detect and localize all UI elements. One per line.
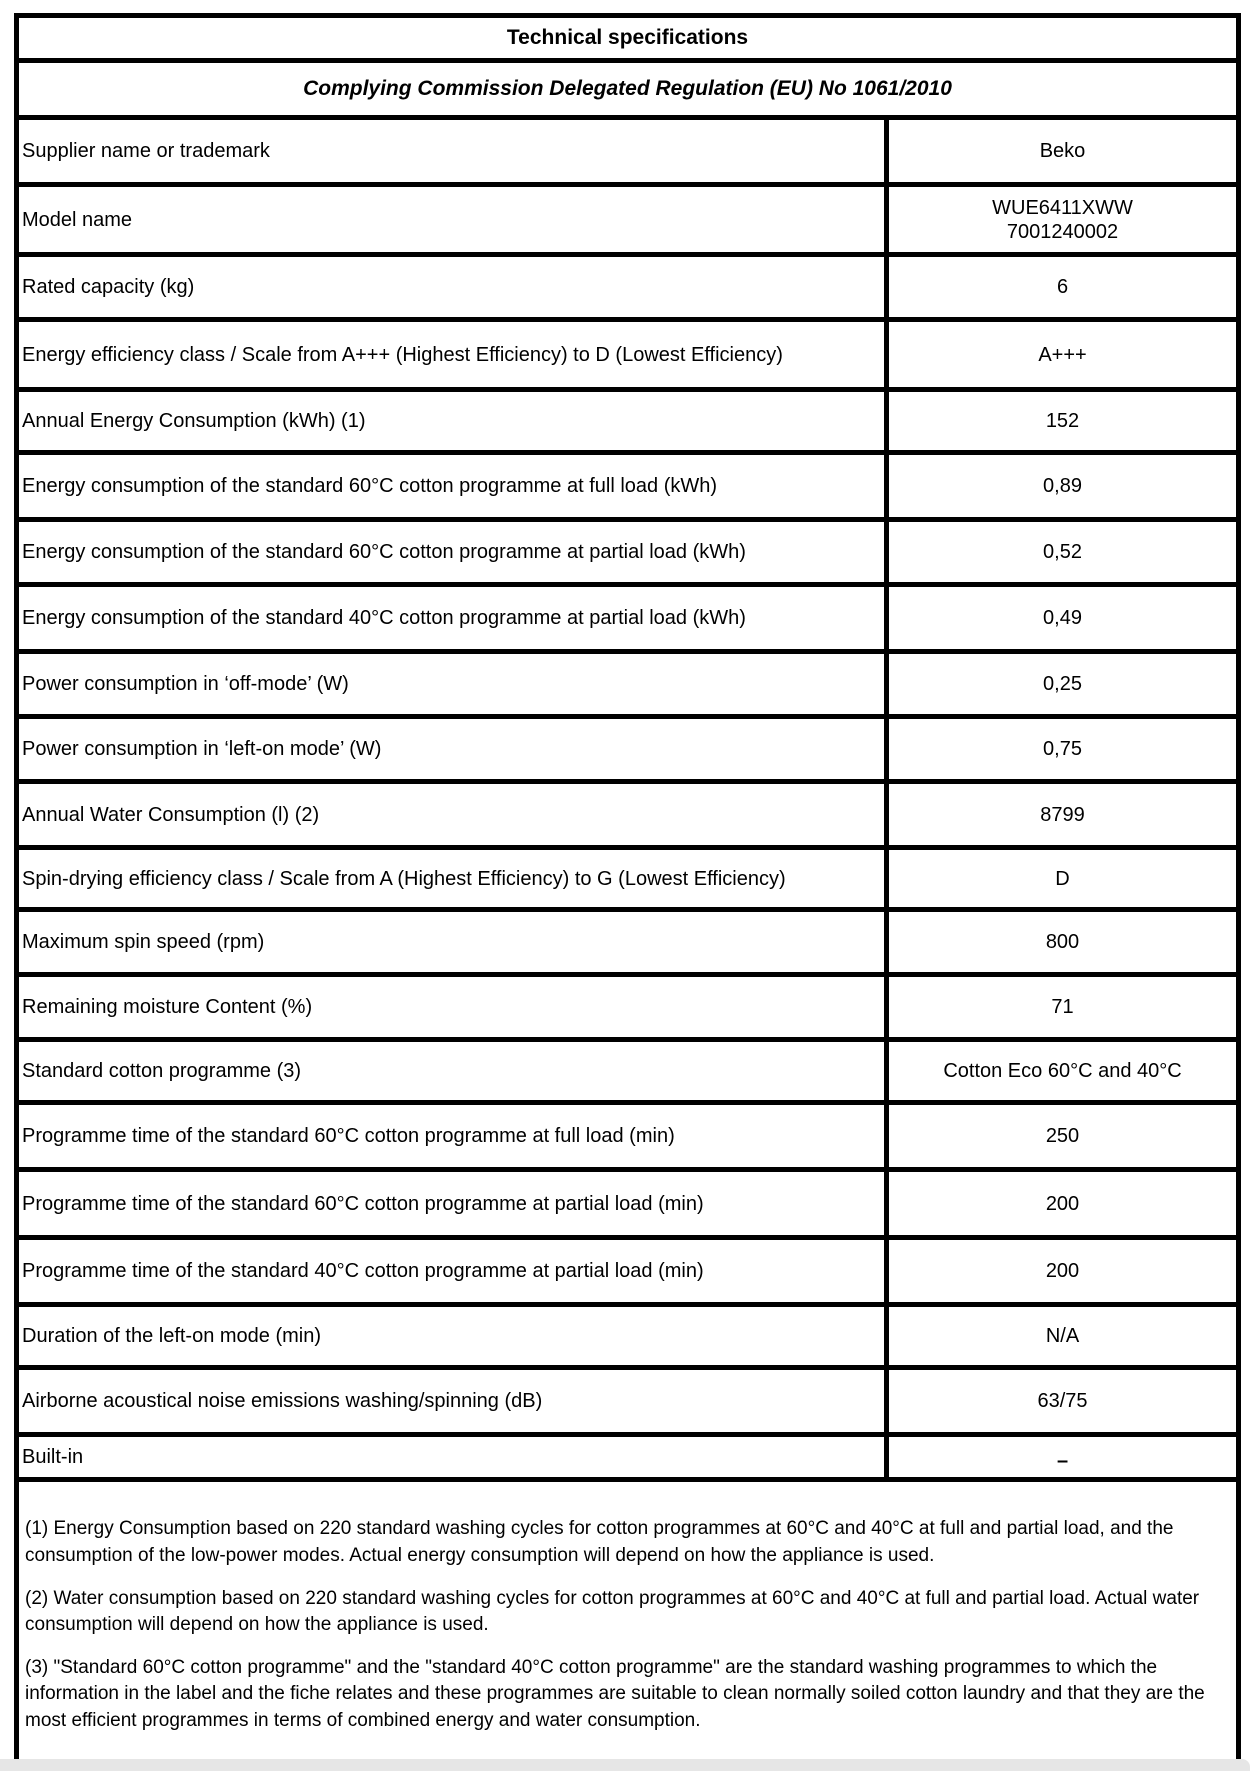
spec-value: 250: [887, 1103, 1239, 1170]
spec-row-moisture: [17, 975, 1239, 1040]
spec-row-noise: [17, 1368, 1239, 1435]
spec-row-supplier: [17, 118, 1239, 185]
spec-row-rated-capacity: [17, 255, 1239, 320]
footnote-1: (1) Energy Consumption based on 220 standard washing cycles for cotton programmes at 60°C and 40°C at full and partial load, and the consumption of the low-power modes. Actual energy consumption will depend on how the appliance is used.: [25, 1518, 1174, 1567]
spec-row-energy-60-full: [17, 453, 1239, 520]
spec-label: Energy consumption of the standard 60°C cotton programme at full load (kWh): [17, 453, 887, 520]
spec-value: 0,89: [887, 453, 1239, 520]
spec-label: Power consumption in ‘left-on mode’ (W): [17, 717, 887, 782]
table-title: Technical specifications: [17, 16, 1239, 61]
spec-value: 0,52: [887, 520, 1239, 585]
spec-value: [887, 185, 1239, 255]
spec-label: Standard cotton programme (3): [17, 1040, 887, 1103]
spec-value: 200: [887, 1238, 1239, 1305]
spec-row-annual-energy: [17, 390, 1239, 453]
spec-value: [887, 1435, 1239, 1480]
spec-value: Cotton Eco 60°C and 40°C: [887, 1040, 1239, 1103]
spec-value: 152: [887, 390, 1239, 453]
technical-specifications-table: [14, 13, 1241, 1768]
spec-row-time-40-partial: [17, 1238, 1239, 1305]
model-name-line2: 7001240002: [1006, 220, 1119, 243]
spec-label: Annual Water Consumption (l) (2): [17, 782, 887, 848]
spec-value: 0,75: [887, 717, 1239, 782]
spec-label: Airborne acoustical noise emissions washing/spinning (dB): [17, 1368, 887, 1435]
spec-row-duration-left-on: [17, 1305, 1239, 1368]
footnotes-cell: [17, 1480, 1239, 1766]
page-edge-strip: [0, 1759, 1250, 1771]
spec-row-energy-40-partial: [17, 585, 1239, 652]
spec-value: 71: [887, 975, 1239, 1040]
spec-label: Programme time of the standard 60°C cotton programme at full load (min): [17, 1103, 887, 1170]
spec-label: Spin-drying efficiency class / Scale from A (Highest Efficiency) to G (Lowest Efficiency): [17, 848, 887, 910]
built-in-dash: –: [1056, 1450, 1069, 1472]
spec-row-spin-class: [17, 848, 1239, 910]
spec-row-time-60-full: [17, 1103, 1239, 1170]
spec-row-energy-class: [17, 320, 1239, 390]
spec-label: Energy consumption of the standard 40°C cotton programme at partial load (kWh): [17, 585, 887, 652]
spec-value: 0,25: [887, 652, 1239, 717]
spec-label: Power consumption in ‘off-mode’ (W): [17, 652, 887, 717]
title-row: [17, 16, 1239, 61]
spec-value: N/A: [887, 1305, 1239, 1368]
spec-row-left-on-mode: [17, 717, 1239, 782]
spec-value: D: [887, 848, 1239, 910]
footnote-3: (3) "Standard 60°C cotton programme" and the "standard 40°C cotton programme" are the standard washing programmes to which the information in the label and the fiche relates and these programmes are suitable to clean normally soiled cotton laundry and that they are the most efficient programmes in terms of combined energy and water consumption.: [25, 1656, 1205, 1731]
spec-row-max-spin-speed: [17, 910, 1239, 975]
spec-label: Maximum spin speed (rpm): [17, 910, 887, 975]
spec-row-time-60-partial: [17, 1170, 1239, 1238]
spec-value: 0,49: [887, 585, 1239, 652]
spec-label: Energy consumption of the standard 60°C cotton programme at partial load (kWh): [17, 520, 887, 585]
footnote-2: (2) Water consumption based on 220 standard washing cycles for cotton programmes at 60°C and 40°C at full and partial load. Actual water consumption will depend on how the appliance is used.: [25, 1587, 1200, 1636]
spec-label: Programme time of the standard 40°C cotton programme at partial load (min): [17, 1238, 887, 1305]
spec-label: Rated capacity (kg): [17, 255, 887, 320]
spec-label: Programme time of the standard 60°C cotton programme at partial load (min): [17, 1170, 887, 1238]
spec-label: Built-in: [17, 1435, 887, 1480]
subtitle-row: [17, 61, 1239, 118]
spec-row-built-in: [17, 1435, 1239, 1480]
footnotes-row: [17, 1480, 1239, 1766]
spec-value: A+++: [887, 320, 1239, 390]
spec-label: Annual Energy Consumption (kWh) (1): [17, 390, 887, 453]
spec-label: Supplier name or trademark: [17, 118, 887, 185]
spec-row-off-mode: [17, 652, 1239, 717]
spec-value: 200: [887, 1170, 1239, 1238]
spec-label: Remaining moisture Content (%): [17, 975, 887, 1040]
spec-value: 63/75: [887, 1368, 1239, 1435]
spec-row-standard-programme: [17, 1040, 1239, 1103]
table-subtitle: Complying Commission Delegated Regulation (EU) No 1061/2010: [17, 61, 1239, 118]
model-name-line1: WUE6411XWW: [992, 196, 1133, 219]
spec-value: 6: [887, 255, 1239, 320]
spec-label: Model name: [17, 185, 887, 255]
spec-value: Beko: [887, 118, 1239, 185]
spec-row-energy-60-partial: [17, 520, 1239, 585]
spec-label: Energy efficiency class / Scale from A+++ (Highest Efficiency) to D (Lowest Efficiency): [17, 320, 887, 390]
spec-value: 800: [887, 910, 1239, 975]
spec-row-annual-water: [17, 782, 1239, 848]
spec-row-model: [17, 185, 1239, 255]
spec-value: 8799: [887, 782, 1239, 848]
spec-label: Duration of the left-on mode (min): [17, 1305, 887, 1368]
